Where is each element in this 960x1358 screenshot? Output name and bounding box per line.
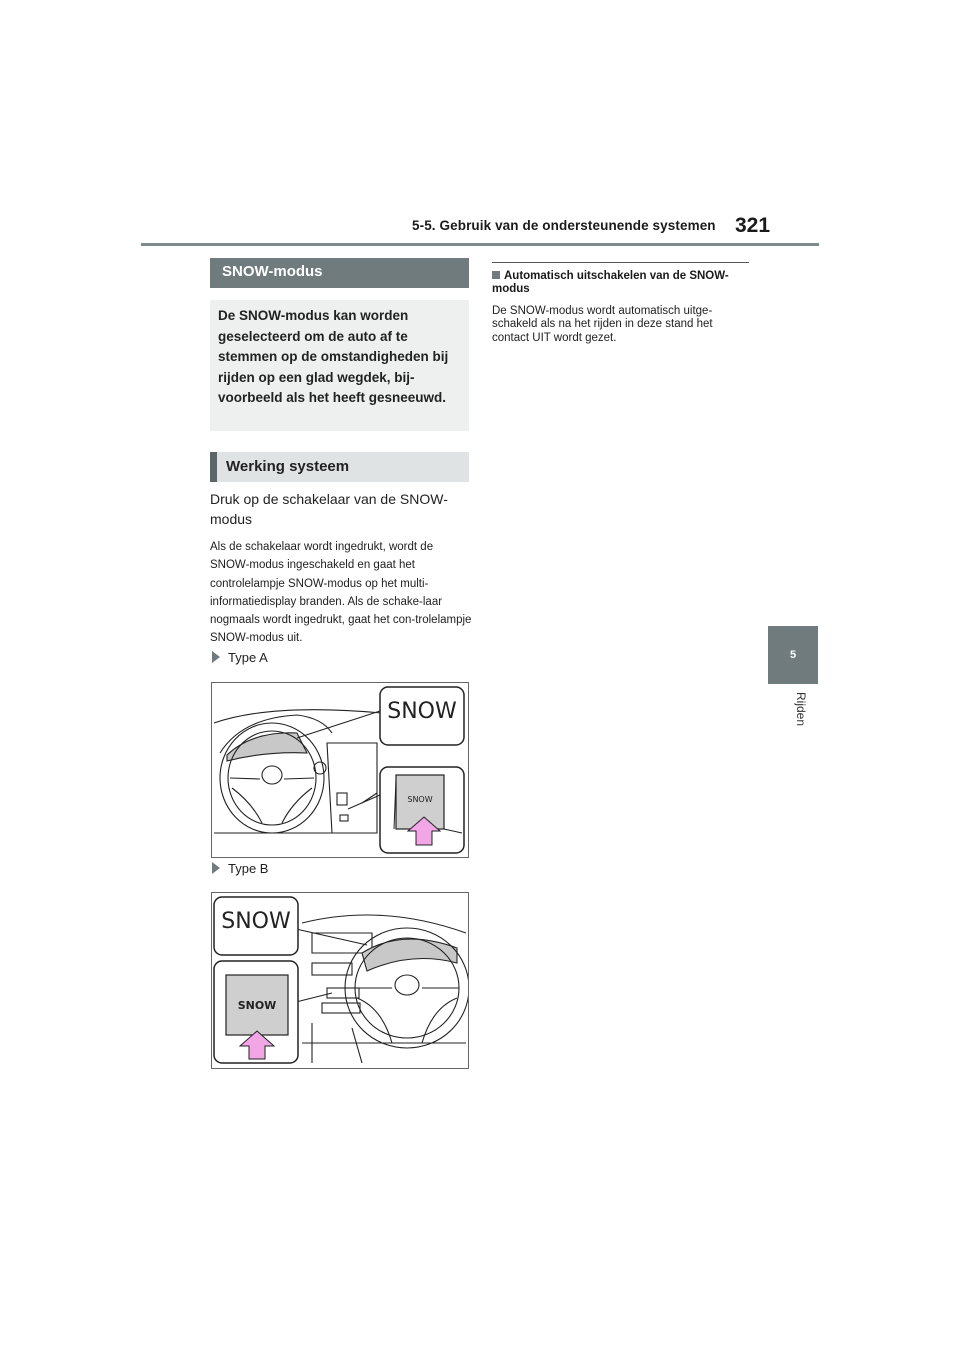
header-section-title: 5-5. Gebruik van de ondersteunende systemen [412,218,716,233]
snow-button-label: SNOW [237,999,277,1012]
page-number: 321 [735,214,771,237]
subsection-title: Werking systeem [210,452,469,482]
type-b-label-text: Type B [228,861,269,876]
intro-text: De SNOW-modus kan worden geselecteerd om de auto af te stemmen op de omstandigheden bij rijden op een glad wegdek, bij-voorbeeld als het heeft gesneeuwd. [218,308,449,405]
type-a-label-text: Type A [228,650,268,665]
description-text: Als de schakelaar wordt ingedrukt, wordt de SNOW-modus ingeschakeld en gaat het controlelampje SNOW-modus op het multi-informatiedisplay branden. Als de schake-laar nogmaals wordt ingedrukt, gaat het con-trolelampje SNOW-modus uit. [210,541,472,645]
bullet-arrow-icon [212,862,220,874]
chapter-tab[interactable]: 5 [768,626,818,684]
step-text: Druk op de schakelaar van de SNOW-modus [210,491,448,527]
snow-button-label: SNOW [407,795,433,804]
figure-type-a [211,682,469,858]
type-a-label [212,650,268,665]
snow-callout-label: SNOW [221,909,291,934]
note-divider [492,262,749,263]
snow-callout-label: SNOW [387,699,457,724]
bullet-arrow-icon [212,651,220,663]
note-title: Automatisch uitschakelen van de SNOW-modus [492,270,729,295]
section-title: SNOW-modus [210,258,469,288]
intro-box [210,300,469,431]
square-bullet-icon [492,271,500,279]
chapter-label: Rijden [794,692,808,727]
figure-type-b [211,892,469,1069]
note-body: De SNOW-modus wordt automatisch uitge-schakeld als na het rijden in deze stand het contact UIT wordt gezet. [492,305,713,344]
type-b-label [212,861,268,876]
header-divider [141,243,819,246]
note-heading [492,270,749,296]
